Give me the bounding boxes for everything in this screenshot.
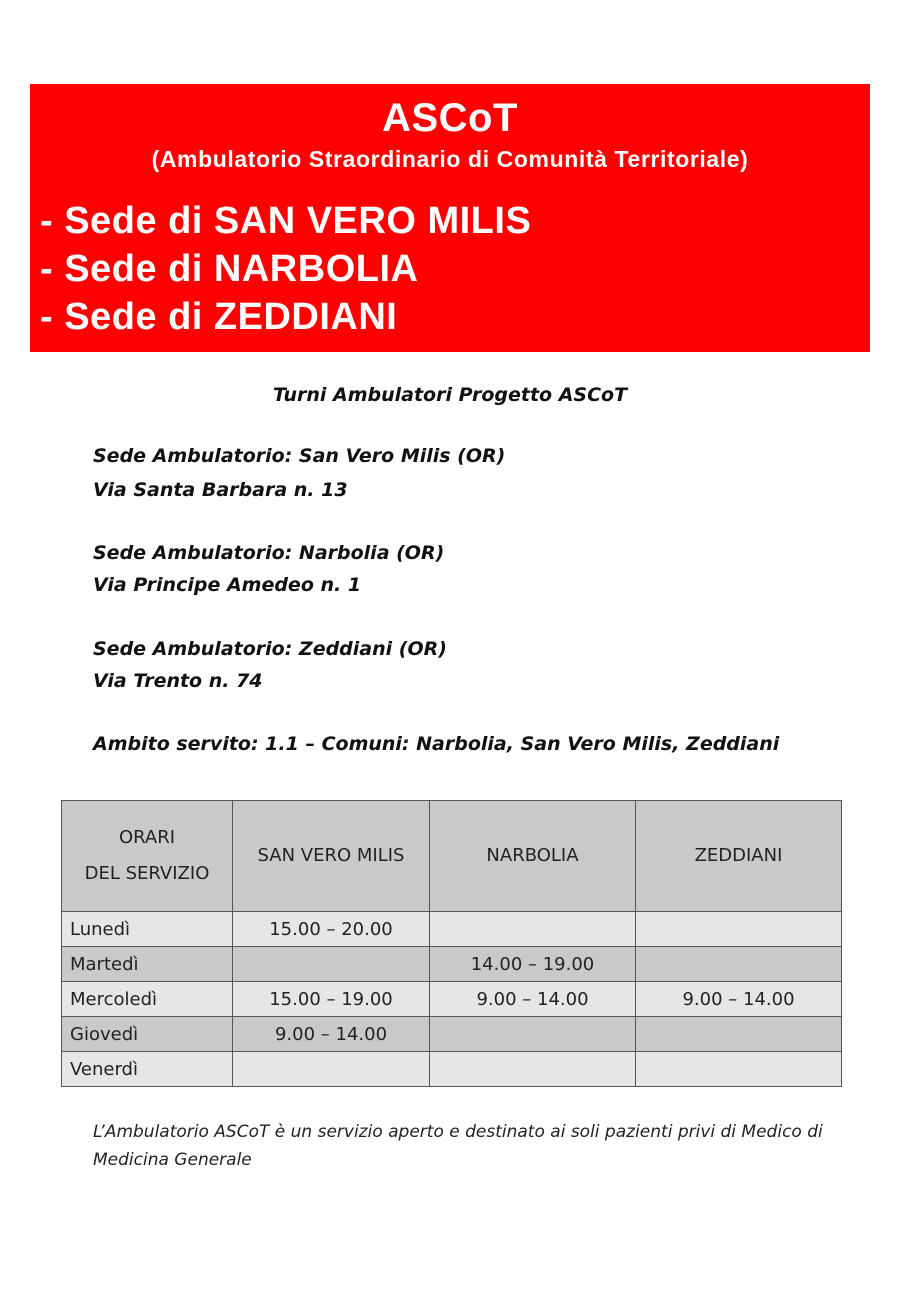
time-cell [636, 947, 842, 982]
time-cell [636, 912, 842, 947]
location-address-narbolia: Via Principe Amedeo n. 1 [93, 574, 362, 596]
schedule-table [61, 800, 842, 1087]
table-header-row [62, 801, 842, 912]
banner-subtitle: (Ambulatorio Straordinario di Comunità Territoriale) [151, 146, 749, 172]
time-cell [430, 1017, 636, 1052]
time-cell: 9.00 – 14.00 [233, 1017, 430, 1052]
time-cell: 15.00 – 20.00 [233, 912, 430, 947]
header-orari-line2: DEL SERVIZIO [84, 863, 210, 884]
time-cell: 9.00 – 14.00 [430, 982, 636, 1017]
time-cell [233, 947, 430, 982]
header-orari [62, 801, 233, 912]
banner-title: ASCoT [382, 96, 518, 140]
table-row [62, 912, 842, 947]
header-zeddiani: ZEDDIANI [636, 801, 842, 912]
location-name-narbolia: Sede Ambulatorio: Narbolia (OR) [93, 542, 445, 564]
time-cell: 15.00 – 19.00 [233, 982, 430, 1017]
banner-sede-san-vero-milis: - Sede di SAN VERO MILIS [40, 200, 532, 242]
table-row [62, 982, 842, 1017]
header-san-vero-milis: SAN VERO MILIS [233, 801, 430, 912]
day-cell: Lunedì [62, 912, 233, 947]
time-cell: 9.00 – 14.00 [636, 982, 842, 1017]
header-orari-line1: ORARI [118, 827, 176, 848]
section-heading: Turni Ambulatori Progetto ASCoT [272, 384, 628, 406]
footnote: L’Ambulatorio ASCoT è un servizio aperto e destinato ai soli pazienti privi di Medico di Medicina Generale [93, 1122, 823, 1170]
table-row [62, 947, 842, 982]
time-cell [233, 1052, 430, 1087]
day-cell: Mercoledì [62, 982, 233, 1017]
table-row [62, 1017, 842, 1052]
time-cell [636, 1017, 842, 1052]
day-cell: Giovedì [62, 1017, 233, 1052]
ambito-servito: Ambito servito: 1.1 – Comuni: Narbolia, San Vero Milis, Zeddiani [93, 733, 780, 755]
day-cell: Venerdì [62, 1052, 233, 1087]
header-narbolia: NARBOLIA [430, 801, 636, 912]
banner-sede-narbolia: - Sede di NARBOLIA [40, 248, 419, 290]
table-row [62, 1052, 842, 1087]
location-address-zeddiani: Via Trento n. 74 [93, 670, 263, 692]
location-address-san-vero-milis: Via Santa Barbara n. 13 [93, 479, 348, 501]
location-name-zeddiani: Sede Ambulatorio: Zeddiani (OR) [93, 638, 447, 660]
day-cell: Martedì [62, 947, 233, 982]
header-banner [30, 84, 870, 352]
time-cell [430, 912, 636, 947]
time-cell [636, 1052, 842, 1087]
banner-sede-zeddiani: - Sede di ZEDDIANI [40, 296, 398, 338]
time-cell: 14.00 – 19.00 [430, 947, 636, 982]
time-cell [430, 1052, 636, 1087]
location-name-san-vero-milis: Sede Ambulatorio: San Vero Milis (OR) [93, 445, 506, 467]
